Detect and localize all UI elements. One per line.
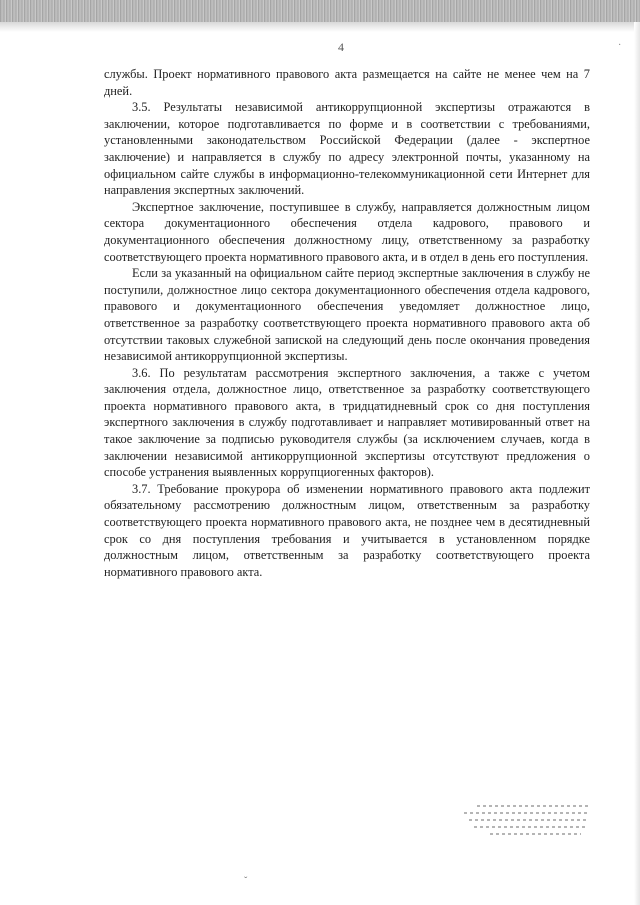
- paragraph-3-6: 3.6. По результатам рассмотрения экспертного заключения, а также с учетом заключения отдела, должностное лицо, ответственное за разработку соответствующего проекта нормативного правового акта, в тридцатидневный срок со дня поступления экспертного заключения в службу подготавливает и направляет мотивированный ответ на такое заключение за подписью руководителя службы (за исключением случаев, когда в заключении независимой антикоррупционной экспертизы отсутствуют предложения о способе устранения выявленных коррупциогенных факторов).: [104, 365, 590, 480]
- paragraph-continuation: службы. Проект нормативного правового акта размещается на сайте не менее чем на 7 дней.: [104, 67, 590, 98]
- bottom-scan-mark: ˇ: [244, 876, 248, 887]
- scan-shadow: [0, 22, 640, 32]
- paragraph-no-conclusions: Если за указанный на официальном сайте период экспертные заключения в службу не поступили, должностное лицо сектора документационного обеспечения отдела кадрового, правового и документационного обеспечения уведомляет должностное лицо, ответственное за разработку соответствующего проекта нормативного правового акта об отсутствии таковых служебной запиской на следующий день после окончания проведения независимой антикоррупционной экспертизы.: [104, 266, 590, 364]
- paragraph-3-7: 3.7. Требование прокурора об изменении нормативного правового акта подлежит обязательному рассмотрению должностным лицом, ответственным за разработку соответствующего проекта нормативного правового акта, не позднее чем в десятидневный срок со дня поступления требования и учитывается в установленном порядке должностным лицом, ответственным за разработку соответствующего проекта нормативного правового акта.: [104, 481, 590, 579]
- scan-right-edge: [634, 22, 640, 905]
- paragraph-expert-conclusion: Экспертное заключение, поступившее в службу, направляется должностным лицом сектора документационного обеспечения отдела кадрового, правового и документационного обеспечения должностному лицу, ответственному за разработку соответствующего проекта нормативного правового акта, и в отдел в день его поступления.: [104, 199, 590, 264]
- faded-stamp: [464, 800, 594, 856]
- page-number: 4: [338, 40, 344, 54]
- scan-top-edge: [0, 0, 640, 22]
- paragraph-3-5: 3.5. Результаты независимой антикоррупционной экспертизы отражаются в заключении, которое подготавливается по форме и в соответствии с требованиями, установленными законодательством Российской Федерации (далее - экспертное заключение) и направляется в службу по адресу электронной почты, указанному на официальном сайте службы в информационно-телекоммуникационной сети Интернет для направления экспертных заключений.: [104, 100, 590, 198]
- margin-mark: ·: [618, 40, 622, 51]
- document-body: [104, 66, 590, 580]
